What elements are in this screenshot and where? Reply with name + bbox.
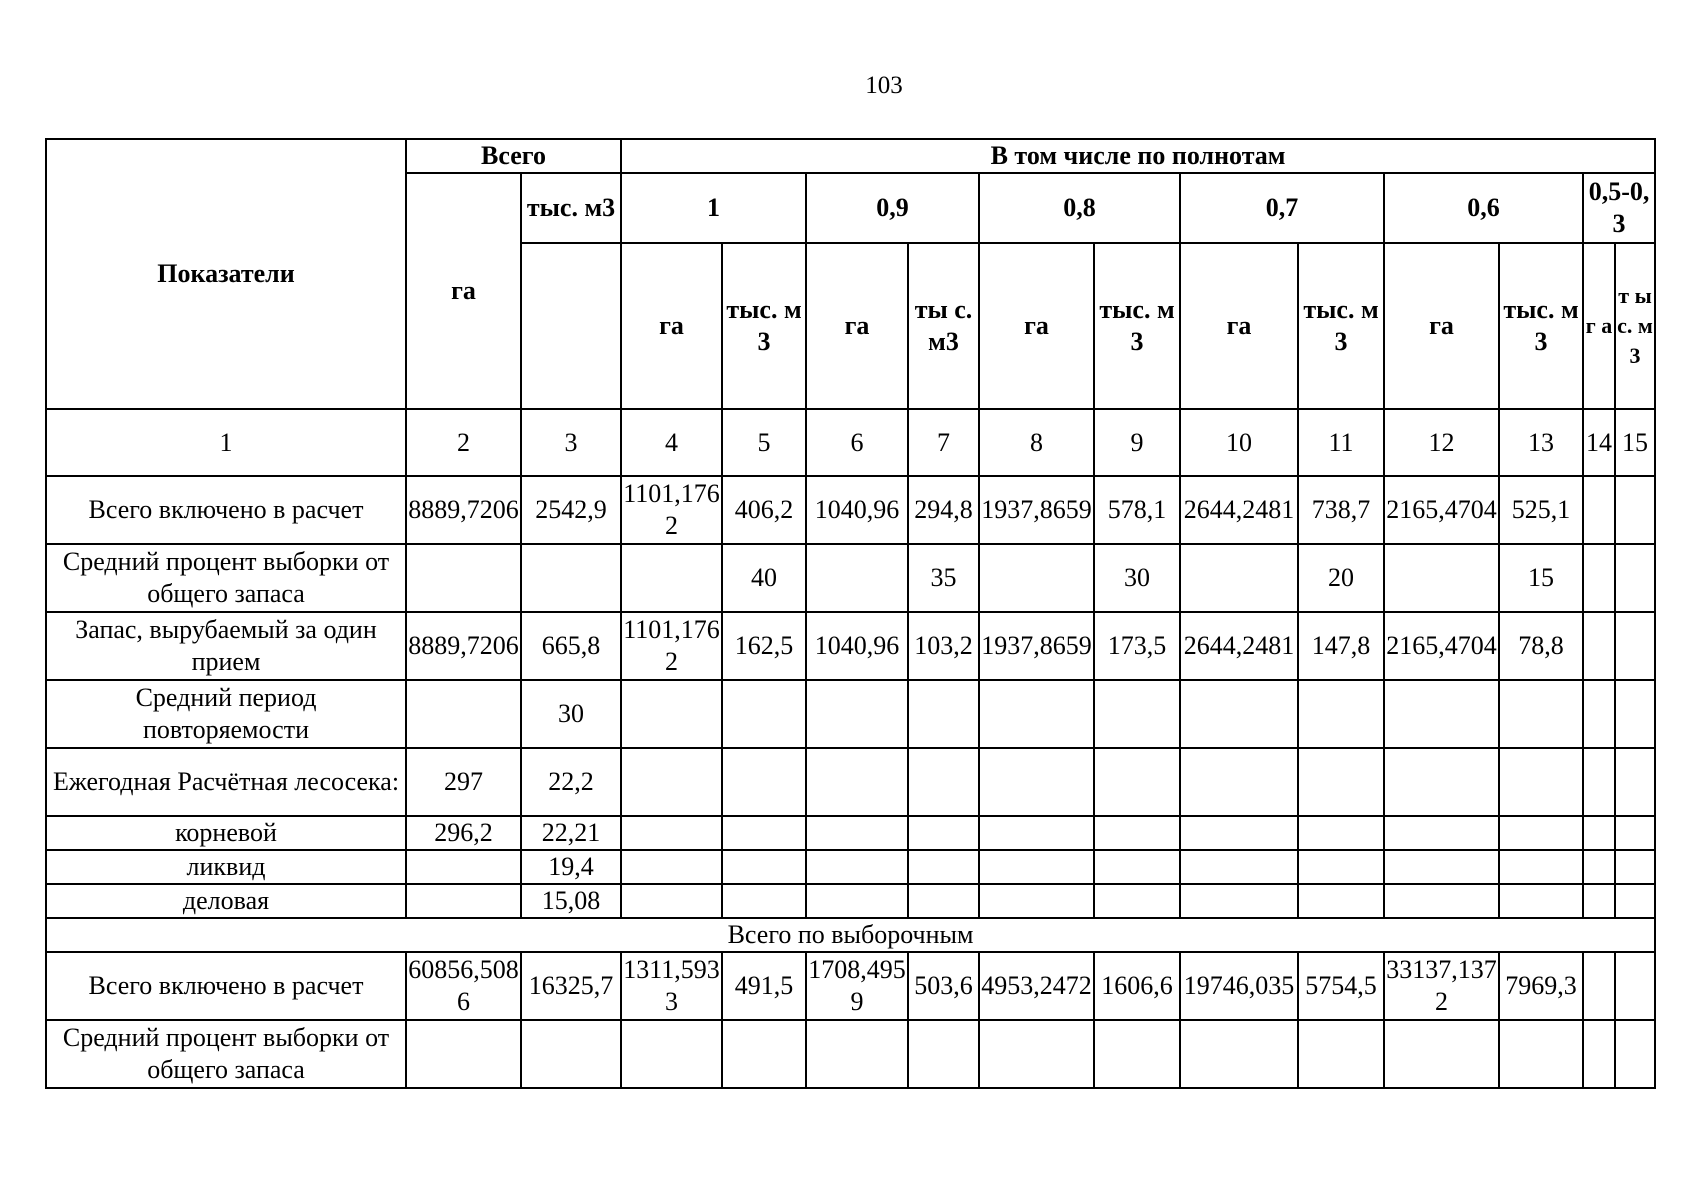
column-numbers-row	[46, 409, 1655, 476]
table-cell: 294,8	[908, 476, 979, 544]
section-header-row	[46, 918, 1655, 952]
table-cell	[1615, 476, 1655, 544]
header-row-1	[46, 139, 1655, 173]
table-cell	[1384, 680, 1499, 748]
table-cell	[806, 1020, 908, 1088]
column-number-2: 2	[406, 409, 521, 476]
header-unit-ha: г а	[1583, 243, 1615, 409]
table-cell	[1615, 952, 1655, 1020]
table-cell	[621, 680, 722, 748]
table-cell: 1040,96	[806, 476, 908, 544]
table-cell	[979, 544, 1094, 612]
column-number-13: 13	[1499, 409, 1583, 476]
header-density-0-8: 0,8	[979, 173, 1180, 243]
table-cell	[908, 884, 979, 918]
row-label: деловая	[46, 884, 406, 918]
table-row	[46, 952, 1655, 1020]
table-cell: 103,2	[908, 612, 979, 680]
table-cell	[806, 850, 908, 884]
table-cell	[1583, 850, 1615, 884]
header-unit-ha: га	[1384, 243, 1499, 409]
table-cell	[1180, 1020, 1298, 1088]
table-cell	[1180, 850, 1298, 884]
table-cell: 1101,1762	[621, 476, 722, 544]
table-cell: 2644,2481	[1180, 612, 1298, 680]
table-cell: 525,1	[1499, 476, 1583, 544]
column-number-1: 1	[46, 409, 406, 476]
table-cell	[1094, 748, 1180, 816]
table-cell	[908, 1020, 979, 1088]
table-cell: 297	[406, 748, 521, 816]
table-cell	[1180, 884, 1298, 918]
table-cell	[1298, 1020, 1384, 1088]
row-label: Средний процент выборки от общего запаса	[46, 544, 406, 612]
table-cell	[979, 680, 1094, 748]
table-cell: 8889,7206	[406, 612, 521, 680]
table-cell	[1384, 748, 1499, 816]
table-cell	[1094, 884, 1180, 918]
header-unit-m3: тыс. м3	[1499, 243, 1583, 409]
table-cell	[908, 816, 979, 850]
table-cell: 491,5	[722, 952, 806, 1020]
table-cell	[722, 850, 806, 884]
table-cell	[621, 816, 722, 850]
column-number-6: 6	[806, 409, 908, 476]
header-unit-m3: т ы с. м 3	[1615, 243, 1655, 409]
table-row	[46, 476, 1655, 544]
row-label: Всего включено в расчет	[46, 952, 406, 1020]
table-cell: 16325,7	[521, 952, 621, 1020]
section-title: Всего по выборочным	[46, 918, 1655, 952]
table-cell	[1499, 850, 1583, 884]
table-cell: 4953,2472	[979, 952, 1094, 1020]
table-cell	[1298, 850, 1384, 884]
header-density-0-5-0-3: 0,5-0,3	[1583, 173, 1655, 243]
column-number-14: 14	[1583, 409, 1615, 476]
header-density-0-6: 0,6	[1384, 173, 1583, 243]
row-label: Ежегодная Расчётная лесосека:	[46, 748, 406, 816]
table-cell: 2644,2481	[1180, 476, 1298, 544]
column-number-15: 15	[1615, 409, 1655, 476]
table-cell	[406, 850, 521, 884]
table-cell: 1606,6	[1094, 952, 1180, 1020]
header-unit-ha: га	[1180, 243, 1298, 409]
table-cell	[722, 884, 806, 918]
table-cell: 15	[1499, 544, 1583, 612]
table-cell	[1583, 612, 1615, 680]
table-cell	[1583, 884, 1615, 918]
table-cell	[1384, 544, 1499, 612]
table-cell: 503,6	[908, 952, 979, 1020]
table-cell	[1583, 1020, 1615, 1088]
table-cell: 20	[1298, 544, 1384, 612]
table-cell	[1094, 816, 1180, 850]
table-cell	[1615, 612, 1655, 680]
table-cell	[1094, 1020, 1180, 1088]
table-row	[46, 748, 1655, 816]
table-row	[46, 816, 1655, 850]
table-cell	[908, 748, 979, 816]
table-cell	[621, 884, 722, 918]
table-cell: 1101,1762	[621, 612, 722, 680]
table-cell: 22,21	[521, 816, 621, 850]
table-cell	[1384, 850, 1499, 884]
table-cell	[1615, 850, 1655, 884]
table-cell	[1615, 884, 1655, 918]
table-cell	[1298, 884, 1384, 918]
table-cell: 406,2	[722, 476, 806, 544]
table-cell	[1094, 850, 1180, 884]
table-cell	[1384, 1020, 1499, 1088]
header-indicators: Показатели	[46, 139, 406, 409]
table-cell: 578,1	[1094, 476, 1180, 544]
table-cell	[406, 884, 521, 918]
header-unit-ha: га	[621, 243, 722, 409]
table-cell	[1180, 748, 1298, 816]
table-cell	[722, 680, 806, 748]
table-cell	[806, 816, 908, 850]
table-row	[46, 612, 1655, 680]
column-number-10: 10	[1180, 409, 1298, 476]
table-cell	[1615, 816, 1655, 850]
table-cell	[908, 850, 979, 884]
table-cell	[1615, 680, 1655, 748]
table-cell: 1708,4959	[806, 952, 908, 1020]
table-cell: 2165,4704	[1384, 612, 1499, 680]
table-cell	[521, 1020, 621, 1088]
table-cell	[406, 1020, 521, 1088]
header-unit-m3: тыс. м3	[1298, 243, 1384, 409]
table-cell	[1615, 748, 1655, 816]
table-cell: 30	[521, 680, 621, 748]
table-cell: 665,8	[521, 612, 621, 680]
header-unit-ha: га	[806, 243, 908, 409]
table-cell	[621, 1020, 722, 1088]
table-cell	[1615, 544, 1655, 612]
table-cell	[1499, 884, 1583, 918]
table-cell	[1094, 680, 1180, 748]
table-cell	[806, 748, 908, 816]
table-cell	[1180, 544, 1298, 612]
table-cell: 15,08	[521, 884, 621, 918]
table-cell	[1583, 680, 1615, 748]
column-number-3: 3	[521, 409, 621, 476]
header-density-0-9: 0,9	[806, 173, 979, 243]
table-cell	[1180, 816, 1298, 850]
table-cell: 40	[722, 544, 806, 612]
table-cell	[521, 544, 621, 612]
table-cell	[806, 544, 908, 612]
table-cell	[1384, 884, 1499, 918]
column-number-12: 12	[1384, 409, 1499, 476]
table-cell	[1583, 952, 1615, 1020]
row-label: Средний процент выборки от общего запаса	[46, 1020, 406, 1088]
table-row	[46, 850, 1655, 884]
table-cell	[1499, 816, 1583, 850]
table-cell: 162,5	[722, 612, 806, 680]
table-cell	[621, 748, 722, 816]
column-number-5: 5	[722, 409, 806, 476]
table-cell	[1583, 816, 1615, 850]
table-cell: 296,2	[406, 816, 521, 850]
table-cell: 7969,3	[1499, 952, 1583, 1020]
table-cell: 147,8	[1298, 612, 1384, 680]
table-cell: 35	[908, 544, 979, 612]
table-cell	[1583, 476, 1615, 544]
header-unit-m3: ты с. м3	[908, 243, 979, 409]
table-row	[46, 544, 1655, 612]
table-cell	[621, 544, 722, 612]
table-cell: 22,2	[521, 748, 621, 816]
row-label: Средний период повторяемости	[46, 680, 406, 748]
table-cell	[979, 1020, 1094, 1088]
table-cell: 19746,035	[1180, 952, 1298, 1020]
row-label: Запас, вырубаемый за один прием	[46, 612, 406, 680]
column-number-4: 4	[621, 409, 722, 476]
table-cell: 5754,5	[1298, 952, 1384, 1020]
table-cell	[1583, 748, 1615, 816]
table-body	[46, 476, 1655, 1088]
table-cell	[908, 680, 979, 748]
column-number-7: 7	[908, 409, 979, 476]
table-cell: 1040,96	[806, 612, 908, 680]
table-cell	[1298, 748, 1384, 816]
row-label: корневой	[46, 816, 406, 850]
table-cell: 30	[1094, 544, 1180, 612]
row-label: ликвид	[46, 850, 406, 884]
forest-calculation-table	[45, 138, 1656, 1089]
table-cell: 738,7	[1298, 476, 1384, 544]
header-total-ha: га	[406, 173, 521, 409]
table-cell	[1499, 1020, 1583, 1088]
table-cell	[722, 816, 806, 850]
table-cell	[1583, 544, 1615, 612]
table-cell: 33137,1372	[1384, 952, 1499, 1020]
header-unit-m3: тыс. м3	[722, 243, 806, 409]
table-cell	[979, 850, 1094, 884]
table-cell: 19,4	[521, 850, 621, 884]
table-cell	[806, 680, 908, 748]
header-density-1: 1	[621, 173, 806, 243]
table-cell	[979, 884, 1094, 918]
table-row	[46, 1020, 1655, 1088]
header-total: Всего	[406, 139, 621, 173]
table-row	[46, 680, 1655, 748]
column-number-9: 9	[1094, 409, 1180, 476]
table-cell	[1499, 680, 1583, 748]
table-cell: 1937,8659	[979, 612, 1094, 680]
table-cell: 1937,8659	[979, 476, 1094, 544]
header-unit-m3: тыс. м3	[1094, 243, 1180, 409]
table-cell	[1298, 680, 1384, 748]
header-unit-ha: га	[979, 243, 1094, 409]
row-label: Всего включено в расчет	[46, 476, 406, 544]
table-cell	[1384, 816, 1499, 850]
table-cell	[621, 850, 722, 884]
table-cell: 173,5	[1094, 612, 1180, 680]
table-cell	[979, 816, 1094, 850]
table-cell	[806, 884, 908, 918]
header-including-by-density: В том числе по полнотам	[621, 139, 1655, 173]
page-number: 103	[865, 72, 903, 99]
table-cell: 2165,4704	[1384, 476, 1499, 544]
table-cell: 1311,5933	[621, 952, 722, 1020]
column-number-8: 8	[979, 409, 1094, 476]
table-cell	[406, 544, 521, 612]
table-cell	[722, 748, 806, 816]
table-cell	[1615, 1020, 1655, 1088]
table-cell	[406, 680, 521, 748]
table-cell	[1298, 816, 1384, 850]
header-density-0-7: 0,7	[1180, 173, 1384, 243]
header-total-m3-sub	[521, 243, 621, 409]
table-cell	[722, 1020, 806, 1088]
table-row	[46, 884, 1655, 918]
table-cell	[1499, 748, 1583, 816]
column-number-11: 11	[1298, 409, 1384, 476]
table-cell	[979, 748, 1094, 816]
table-cell	[1180, 680, 1298, 748]
table-cell: 8889,7206	[406, 476, 521, 544]
table-cell: 60856,5086	[406, 952, 521, 1020]
table-cell: 2542,9	[521, 476, 621, 544]
table-cell: 78,8	[1499, 612, 1583, 680]
header-total-m3: тыс. м3	[521, 173, 621, 243]
